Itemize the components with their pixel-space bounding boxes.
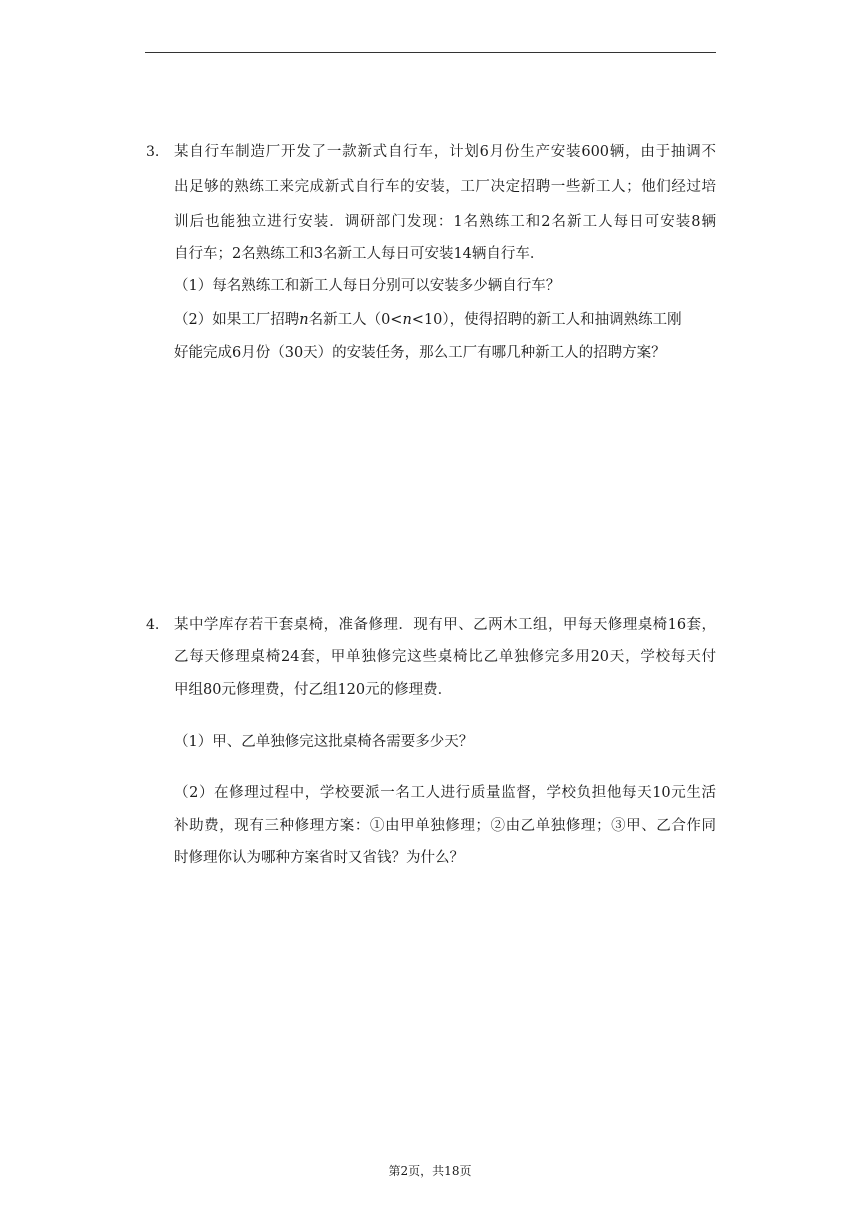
question-text-line: 出足够的熟练工来完成新式自行车的安装，工厂决定招聘一些新工人；他们经过培 (174, 179, 716, 195)
header-rule (145, 52, 716, 53)
sub-question-2-continued: 时修理你认为哪种方案省时又省钱？为什么？ (174, 850, 464, 866)
sub-question-2 (174, 311, 682, 329)
math-variable: n (402, 312, 412, 328)
text-span: 名新工人（0< (308, 312, 403, 328)
question-text-line: 某自行车制造厂开发了一款新式自行车，计划6月份生产安装600辆，由于抽调不 (174, 144, 716, 160)
question-number: 4. (146, 617, 160, 633)
sub-question-2-continued: 好能完成6月份（30天）的安装任务，那么工厂有哪几种新工人的招聘方案？ (174, 345, 666, 361)
question-text-line: 乙每天修理桌椅24套，甲单独修完这些桌椅比乙单独修完多用20天，学校每天付 (174, 649, 716, 665)
math-variable: n (299, 312, 309, 328)
question-text-line: 训后也能独立进行安装．调研部门发现：1名熟练工和2名新工人每日可安装8辆 (174, 214, 716, 230)
text-span: <10），使得招聘的新工人和抽调熟练工刚 (411, 312, 682, 328)
sub-question-2: （2）在修理过程中，学校要派一名工人进行质量监督，学校负担他每天10元生活 (174, 785, 716, 801)
sub-question-2-continued: 补助费，现有三种修理方案：①由甲单独修理；②由乙单独修理；③甲、乙合作同 (174, 818, 716, 834)
question-text-line: 自行车；2名熟练工和3名新工人每日可安装14辆自行车． (174, 246, 545, 262)
question-number: 3. (146, 144, 160, 160)
question-text-line: 某中学库存若干套桌椅，准备修理．现有甲、乙两木工组，甲每天修理桌椅16套， (174, 617, 716, 633)
question-text-line: 甲组80元修理费，付乙组120元的修理费． (174, 682, 453, 698)
page-footer: 第2页，共18页 (388, 1164, 472, 1178)
sub-question-1: （1）甲、乙单独修完这批桌椅各需要多少天？ (174, 734, 474, 750)
text-span: （2）如果工厂招聘 (174, 312, 300, 328)
sub-question-1: （1）每名熟练工和新工人每日分别可以安装多少辆自行车？ (174, 278, 561, 294)
